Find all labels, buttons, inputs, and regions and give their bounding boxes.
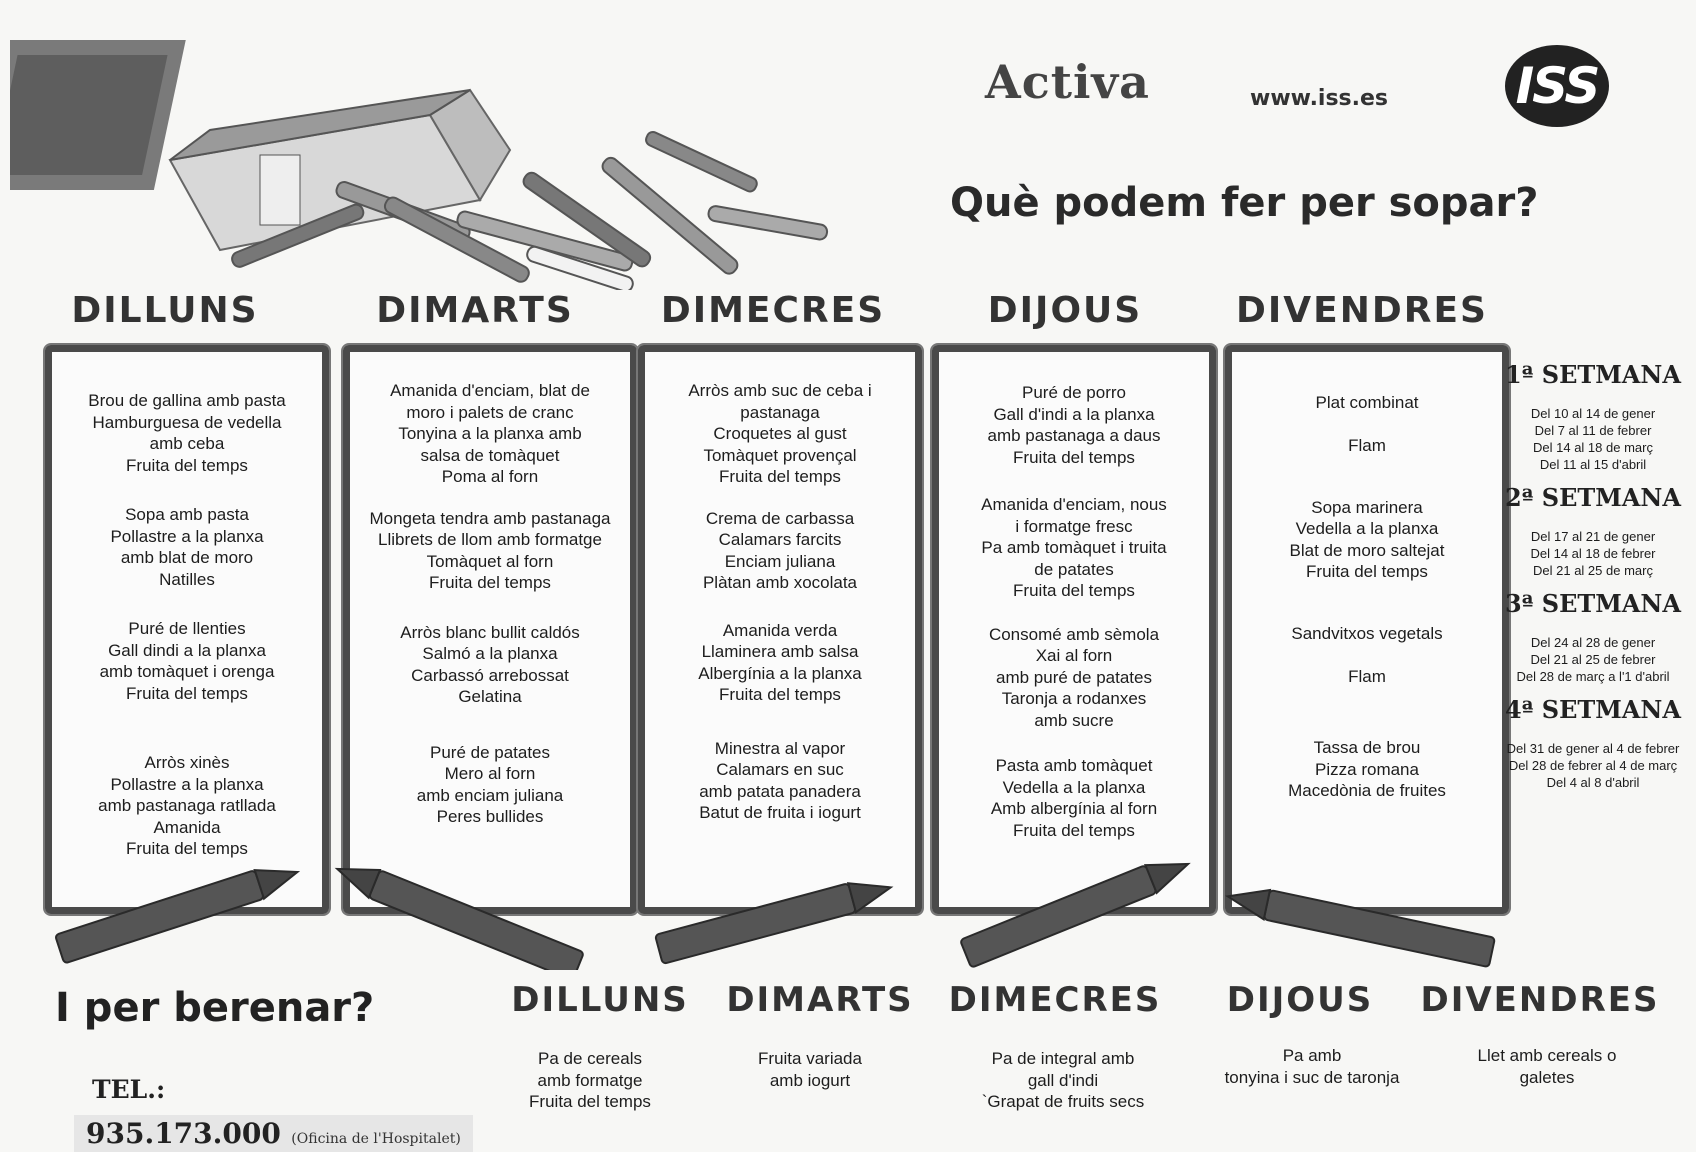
menu-line: Carbassó arrebossat — [411, 665, 569, 685]
menu-line: Amanida — [153, 817, 221, 837]
week-dates — [1502, 405, 1684, 473]
snack-line: `Grapat de fruits secs — [981, 1092, 1145, 1111]
menu-line: Fruita del temps — [1013, 820, 1135, 840]
menu-line: Batut de fruita i iogurt — [699, 803, 861, 822]
crayon-icon — [1225, 882, 1495, 967]
menu-line: de patates — [1034, 559, 1114, 579]
week-date: Del 11 al 15 d'abril — [1539, 457, 1647, 472]
menu-box-dilluns — [45, 345, 329, 914]
menu-week-group — [645, 620, 915, 706]
menu-line: Arròs blanc bullit caldós — [400, 622, 580, 642]
snack-line: Fruita variada — [758, 1049, 862, 1068]
menu-week-group — [1232, 392, 1502, 457]
menu-line: amb enciam juliana — [416, 785, 564, 805]
snack-day-header-dimarts: DIMARTS — [726, 980, 914, 1020]
menu-line: amb tomàquet i orenga — [99, 662, 275, 681]
week-block — [1502, 360, 1684, 473]
menu-line: Albergínia a la planxa — [698, 663, 862, 683]
week-date: Del 10 al 14 de gener — [1530, 406, 1656, 421]
week-date: Del 4 al 8 d'abril — [1546, 775, 1640, 790]
menu-week-group — [645, 380, 915, 488]
menu-week-group — [52, 504, 322, 590]
menu-line: Puré de porro — [1022, 383, 1126, 402]
menu-line: Llaminera amb salsa — [701, 642, 859, 661]
iss-logo: ISS — [1505, 45, 1609, 127]
menu-line: Mongeta tendra amb pastanaga — [369, 508, 611, 528]
tel-label: TEL.: — [92, 1075, 166, 1104]
menu-line: Flam — [1348, 436, 1386, 455]
menu-content — [939, 352, 1209, 841]
menu-week-group — [350, 742, 630, 828]
snack-line: amb iogurt — [769, 1070, 851, 1090]
menu-line: Mero al forn — [444, 764, 536, 783]
menu-line: amb blat de moro — [120, 548, 254, 567]
snack-day-header-dimecres: DIMECRES — [948, 980, 1162, 1020]
menu-week-group — [1232, 497, 1502, 583]
menu-box-dimarts — [343, 345, 637, 914]
menu-week-group — [939, 624, 1209, 732]
snack-line: gall d'indi — [1027, 1070, 1099, 1090]
menu-line: Natilles — [159, 569, 215, 589]
menu-week-group — [1232, 737, 1502, 802]
menu-week-group — [939, 755, 1209, 841]
menu-week-group — [1232, 623, 1502, 688]
snack-menu-dimecres — [943, 1048, 1183, 1113]
website-link[interactable]: www.iss.es — [1250, 86, 1389, 111]
menu-line: Pollastre a la planxa — [110, 774, 264, 794]
menu-line: Puré de patates — [429, 742, 551, 762]
week-dates — [1502, 634, 1684, 685]
menu-line: Hamburguesa de vedella — [92, 412, 282, 432]
phone-number[interactable]: 935.173.000 — [86, 1117, 281, 1150]
menu-week-group — [939, 494, 1209, 602]
week-block — [1502, 695, 1684, 791]
menu-line: Minestra al vapor — [714, 738, 846, 758]
snack-line: Llet amb cereals o — [1477, 1046, 1617, 1065]
snack-day-header-divendres: DIVENDRES — [1420, 980, 1660, 1020]
menu-line: Pasta amb tomàquet — [995, 756, 1153, 775]
menu-line: Pa amb tomàquet i truita — [981, 538, 1167, 557]
menu-line: Vedella a la planxa — [1295, 519, 1439, 538]
menu-line: Gelatina — [458, 687, 522, 706]
menu-line: Poma al forn — [441, 467, 539, 486]
menu-week-group — [350, 508, 630, 594]
week-title: 3ª SETMANA — [1505, 589, 1681, 618]
snack-menu-divendres — [1427, 1045, 1667, 1088]
week-date: Del 28 de març a l'1 d'abril — [1516, 669, 1670, 684]
week-block — [1502, 589, 1684, 685]
menu-box-dijous — [932, 345, 1216, 914]
menu-line: Llibrets de llom amb formatge — [378, 530, 602, 549]
menu-line: Plat combinat — [1315, 393, 1419, 412]
menu-line: Amanida d'enciam, nous — [981, 495, 1167, 514]
menu-line: Amanida d'enciam, blat de — [390, 381, 590, 400]
menu-line — [1232, 414, 1502, 436]
menu-line: amb pastanaga a daus — [987, 426, 1161, 445]
menu-content — [1232, 352, 1502, 802]
menu-line: Fruita del temps — [1013, 581, 1135, 600]
menu-line: amb sucre — [1034, 710, 1114, 730]
week-date: Del 21 al 25 de febrer — [1530, 652, 1656, 667]
menu-line: Tomàquet al forn — [426, 551, 554, 571]
menu-line: Fruita del temps — [719, 685, 841, 704]
menu-line: Gall d'indi a la planxa — [993, 404, 1155, 424]
menu-content — [52, 352, 322, 860]
day-header-dilluns: DILLUNS — [71, 290, 259, 331]
menu-line: Sandvitxos vegetals — [1291, 623, 1443, 643]
snack-day-header-dilluns: DILLUNS — [511, 980, 689, 1020]
snack-title: I per berenar? — [55, 985, 375, 1031]
snack-menu-dijous — [1192, 1045, 1432, 1088]
menu-content — [350, 352, 630, 828]
menu-line: Tomàquet provençal — [703, 445, 857, 465]
brand-wordmark: Activa — [985, 55, 1150, 109]
menu-line: amb pastanaga ratllada — [98, 796, 276, 815]
week-date: Del 7 al 11 de febrer — [1534, 423, 1652, 438]
menu-line: Arròs xinès — [144, 753, 230, 772]
menu-week-group — [350, 622, 630, 708]
menu-line: pastanaga — [740, 402, 820, 422]
menu-line: Fruita del temps — [1306, 562, 1428, 581]
menu-line: amb ceba — [149, 434, 225, 453]
menu-line: amb puré de patates — [996, 667, 1152, 687]
dinner-question-title: Què podem fer per sopar? — [950, 180, 1539, 226]
menu-line: Arròs amb suc de ceba i — [688, 381, 872, 400]
snack-line: Pa amb — [1282, 1046, 1342, 1065]
menu-line: Amanida verda — [722, 620, 838, 640]
menu-line: Enciam juliana — [724, 551, 836, 571]
day-header-dimecres: DIMECRES — [660, 290, 886, 331]
menu-line: Calamars en suc — [716, 760, 844, 779]
menu-week-group — [52, 618, 322, 704]
menu-line: Flam — [1348, 666, 1386, 686]
menu-box-divendres — [1225, 345, 1509, 914]
menu-week-group — [52, 390, 322, 476]
menu-line: Crema de carbassa — [705, 508, 855, 528]
week-title: 1ª SETMANA — [1505, 360, 1681, 389]
menu-line: Xai al forn — [1035, 646, 1113, 665]
menu-content — [645, 352, 915, 824]
phone-block — [74, 1115, 473, 1152]
menu-line: salsa de tomàquet — [420, 445, 560, 465]
menu-line: Consomé amb sèmola — [988, 624, 1160, 644]
menu-line: Plàtan amb xocolata — [702, 573, 858, 592]
menu-line: Sopa amb pasta — [125, 505, 249, 524]
week-dates — [1502, 528, 1684, 579]
menu-line: Puré de llenties — [128, 619, 246, 638]
crayon-icon — [55, 858, 302, 964]
week-date: Del 14 al 18 de març — [1533, 440, 1653, 455]
week-date: Del 21 al 25 de març — [1533, 563, 1653, 578]
day-header-dimarts: DIMARTS — [376, 290, 574, 331]
week-date: Del 31 de gener al 4 de febrer — [1506, 741, 1680, 756]
menu-line: Fruita del temps — [126, 683, 248, 703]
menu-line: i formatge fresc — [1015, 516, 1133, 536]
menu-line: Calamars farcits — [718, 530, 842, 549]
menu-line: Amb albergínia al forn — [990, 799, 1158, 818]
week-schedule — [1502, 360, 1684, 801]
week-title: 4ª SETMANA — [1505, 695, 1681, 724]
menu-week-group — [645, 738, 915, 824]
menu-line: Croquetes al gust — [713, 424, 847, 443]
crayon-icon — [960, 850, 1194, 968]
week-date: Del 17 al 21 de gener — [1530, 529, 1656, 544]
menu-line: Macedònia de fruites — [1288, 781, 1446, 800]
menu-line: Vedella a la planxa — [1002, 777, 1146, 797]
menu-line: Salmó a la planxa — [422, 644, 558, 663]
crayon-icon — [655, 873, 895, 964]
menu-line: Fruita del temps — [126, 455, 248, 475]
menu-week-group — [939, 382, 1209, 468]
menu-line: Brou de gallina amb pasta — [88, 391, 286, 410]
crayon-icon — [332, 855, 584, 970]
snack-day-header-dijous: DIJOUS — [1226, 980, 1374, 1020]
menu-line: Pizza romana — [1315, 759, 1419, 779]
menu-line: Fruita del temps — [1013, 447, 1135, 467]
menu-line: Blat de moro saltejat — [1289, 540, 1445, 560]
menu-line: Tassa de brou — [1313, 738, 1421, 757]
week-date: Del 14 al 18 de febrer — [1530, 546, 1656, 561]
menu-week-group — [645, 508, 915, 594]
menu-line: Peres bullides — [436, 807, 544, 826]
snack-line: Pa de integral amb — [991, 1049, 1135, 1068]
week-dates — [1502, 740, 1684, 791]
menu-line: moro i palets de cranc — [406, 402, 574, 422]
day-header-dijous: DIJOUS — [987, 290, 1143, 331]
snack-line: amb formatge — [537, 1070, 643, 1090]
snack-line: Pa de cereals — [538, 1049, 642, 1068]
office-name: (Oficina de l'Hospitalet) — [291, 1131, 461, 1147]
snack-menu-dilluns — [470, 1048, 710, 1113]
snack-menu-dimarts — [690, 1048, 930, 1091]
menu-box-dimecres — [638, 345, 922, 914]
week-block — [1502, 483, 1684, 579]
menu-line: Gall dindi a la planxa — [108, 640, 266, 660]
crayon-decoration — [0, 840, 1520, 970]
menu-line: Fruita del temps — [719, 467, 841, 486]
snack-line: galetes — [1519, 1067, 1575, 1087]
menu-line: Fruita del temps — [126, 839, 248, 858]
crayon-box-illustration — [10, 20, 880, 290]
menu-line: Taronja a rodanxes — [1001, 689, 1147, 708]
day-header-divendres: DIVENDRES — [1236, 290, 1488, 331]
menu-line: Fruita del temps — [429, 573, 551, 592]
menu-line — [1232, 644, 1502, 666]
menu-line: Pollastre a la planxa — [110, 526, 264, 546]
menu-line: Tonyina a la planxa amb — [398, 424, 582, 443]
week-title: 2ª SETMANA — [1505, 483, 1681, 512]
week-date: Del 28 de febrer al 4 de març — [1508, 758, 1678, 773]
menu-line: Sopa marinera — [1311, 497, 1423, 517]
menu-week-group — [350, 380, 630, 488]
menu-line: amb patata panadera — [699, 781, 861, 801]
week-date: Del 24 al 28 de gener — [1530, 635, 1656, 650]
snack-line: tonyina i suc de taronja — [1224, 1067, 1400, 1087]
snack-line: Fruita del temps — [529, 1092, 651, 1111]
